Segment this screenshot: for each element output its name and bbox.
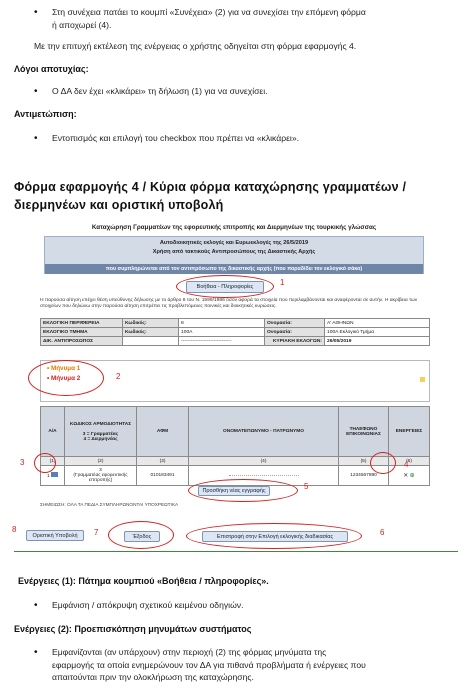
help-text: Η παρούσα αίτηση επέχει θέση υπεύθυνης δήλωσης με το άρθρο 8 του Ν. 1599/1986 όσον αφορά τα στοιχεία που περιλαμβάνονται και αναφέρονται σε αυτήν. Η ακρίβεια των στοιχείων που δηλώνω στην παρούσα αίτηση επιτρέπει τις προβλεπόμενες ποινικές και διοικητικές κυρώσεις. (40, 298, 418, 310)
callout-1: 1 (280, 278, 285, 287)
delete-icon[interactable]: ✕ (403, 473, 409, 479)
intro-bullet-line2: ή αποχωρεί (4). (52, 19, 112, 30)
callout-circle-5 (188, 479, 298, 502)
column-number: (1) (41, 457, 65, 466)
role-cell: 3 (Γραμματέας εφορευτικής επιτροπής) (65, 466, 137, 486)
screenshot-divider (14, 551, 458, 552)
message-1-text: Μήνυμα 1 (50, 365, 81, 372)
message-2-text: Μήνυμα 2 (50, 375, 81, 382)
callout-7: 7 (94, 528, 99, 537)
info-cell: ΕΚΛΟΓΙΚΟ ΤΜΗΜΑ (41, 328, 123, 337)
callout-8: 8 (12, 525, 17, 534)
info-cell: Ονομασία: (265, 319, 325, 328)
callout-circle-3 (34, 453, 56, 473)
message-1: • Μήνυμα 1 (47, 365, 81, 372)
bullet-icon: • (34, 7, 38, 18)
actions2-bullet-line: Εμφανίζονται (αν υπάρχουν) στην περιοχή (2) της φόρμας μηνύματα της (52, 647, 327, 657)
form-header: Καταχώρηση Γραμματέων της εφορευτικής επιτροπής και Διερμηνέων της τουρκικής γλώσσας (91, 224, 377, 231)
afm-cell: 010183491 (137, 466, 189, 486)
column-number: (5) (339, 457, 389, 466)
section-title-line1: Φόρμα εφαρμογής 4 / Κύρια φόρμα καταχώρησης γραμματέων / (14, 180, 407, 194)
exit-button[interactable]: Έξοδος (124, 531, 160, 542)
failure-heading: Λόγοι αποτυχίας: (14, 64, 89, 74)
info-cell: ------------------------------- (179, 337, 265, 346)
info-cell: 100Α Εκλογικό Τμήμα (325, 328, 430, 337)
callout-circle-4 (370, 452, 396, 474)
name-redacted (229, 475, 299, 476)
column-number: (6) (389, 457, 430, 466)
bullet-icon: • (34, 600, 38, 611)
actions-cell (389, 466, 430, 486)
section-title-line2: διερμηνέων και οριστική υποβολή (14, 198, 224, 212)
info-cell: 8 (179, 319, 265, 328)
message-2: • Μήνυμα 2 (47, 375, 81, 382)
column-header: ΤΗΛΕΦΩΝΟ ΕΠΙΚΟΙΝΩΝΙΑΣ (339, 407, 389, 457)
add-entry-button[interactable]: Προσθήκη νέας εγγραφής (198, 486, 270, 496)
column-header: ΚΩΔΙΚΟΣ ΑΡΜΟΔΙΟΤΗΤΑΣ 3 = Γραμματέας 4 = Διερμηνέας (65, 407, 137, 457)
info-cell: Α' ΑΘΗΝΩΝ (325, 319, 430, 328)
callout-2: 2 (116, 372, 121, 381)
callout-6: 6 (380, 528, 385, 537)
mandatory-note: ΣΗΜΕΙΩΣΗ: ΟΛΑ ΤΑ ΠΕΔΙΑ ΣΥΜΠΛΗΡΩΝΟΝΤΑΙ ΥΠΟΧΡΕΩΤΙΚΑ (40, 502, 179, 507)
form4-screenshot (8, 220, 460, 550)
return-button[interactable]: Επιστροφή στην Επιλογή εκλογικής διαδικασίας (202, 531, 348, 542)
entries-table (40, 406, 430, 486)
election-banner (44, 236, 424, 274)
remedy-bullet-text: Εντοπισμός και επιλογή του checkbox που πρέπει να «κλικάρει». (52, 133, 300, 143)
intro-bullet-line1: Στη συνέχεια πατάει το κουμπί «Συνέχεια» (2) για να συνεχίσει την επόμενη φόρμα (52, 7, 366, 17)
actions2-bullet-line: απαιτούνται πριν την ολοκλήρωση της καταχώρησης. (52, 672, 254, 682)
info-cell: 100Α (179, 328, 265, 337)
row-number-text: 1 (46, 474, 50, 479)
column-header: ΑΦΜ (137, 407, 189, 457)
actions1-bullet (34, 599, 243, 612)
info-cell: ΚΥΡΙΑΚΗ ΕΚΛΟΓΩΝ: (265, 337, 325, 346)
column-number: (3) (137, 457, 189, 466)
info-cell: Ονομασία: (265, 328, 325, 337)
info-row (41, 328, 430, 337)
info-cell: 26/05/2019 (325, 337, 430, 346)
edit-row-icon[interactable] (51, 472, 58, 477)
info-row (41, 319, 430, 328)
actions2-bullet (34, 646, 452, 684)
column-header: Α/Α (41, 407, 65, 457)
callout-3: 3 (20, 458, 25, 467)
callout-4: 4 (404, 460, 409, 469)
callout-5: 5 (304, 482, 309, 491)
section-title (14, 178, 406, 214)
info-cell: Κωδικός: (123, 319, 179, 328)
banner-line1: Αυτοδιοικητικές εκλογές και Ευρωεκλογές της 26/5/2019 (159, 240, 309, 246)
column-number: (4) (189, 457, 339, 466)
remedy-bullet (34, 132, 299, 145)
help-button[interactable]: Βοήθεια - Πληροφορίες (186, 281, 264, 293)
info-table (40, 318, 430, 346)
success-paragraph: Με την επιτυχή εκτέλεση της ενέργειας ο χρήστης οδηγείται στη φόρμα εφαρμογής 4. (34, 41, 357, 51)
bullet-icon: • (34, 133, 38, 144)
info-cell: ΔΙΚ. ΑΝΤΙΠΡΟΣΩΠΟΣ (41, 337, 123, 346)
callout-circle-1 (176, 275, 274, 298)
bullet-icon: • (34, 86, 38, 97)
actions2-bullet-line: εφαρμογής τα οποία ενημερώνουν τον ΔΑ για πιθανά προβλήματα ή ενέργειες που (52, 659, 366, 670)
banner-line2: Χρήση από τακτικούς Αντιπροσώπους της Δικαστικής Αρχής (152, 249, 316, 255)
info-cell: ΕΚΛΟΓΙΚΗ ΠΕΡΙΦΕΡΕΙΑ (41, 319, 123, 328)
info-cell (123, 337, 179, 346)
intro-bullet (34, 6, 366, 31)
remedy-heading: Αντιμετώπιση: (14, 109, 77, 119)
failure-bullet-text: Ο ΔΑ δεν έχει «κλικάρει» τη δήλωση (1) για να συνεχίσει. (52, 86, 268, 96)
column-header: ΟΝΟΜΑΤΕΠΩΝΥΜΟ - ΠΑΤΡΩΝΥΜΟ (189, 407, 339, 457)
view-icon[interactable]: ⊕ (409, 473, 415, 479)
final-submit-button[interactable]: Οριστική Υποβολή (26, 530, 84, 541)
banner-strip: που συμπληρώνεται από τον αντιπρόσωπο της δικαστικής αρχής (που παραδίδει τον εκλογικό σάκο) (45, 264, 423, 274)
callout-circle-2 (28, 360, 104, 396)
actions2-heading: Ενέργειες (2): Προεπισκόπηση μηνυμάτων συστήματος (14, 624, 252, 634)
actions1-bullet-text: Εμφάνιση / απόκρυψη σχετικού κειμένου οδηγιών. (52, 600, 244, 610)
column-header: ΕΝΕΡΓΕΙΕΣ (389, 407, 430, 457)
phone-cell: 1234567890 (339, 466, 389, 486)
info-cell: Κωδικός: (123, 328, 179, 337)
failure-bullet (34, 85, 268, 98)
table-header-row (41, 407, 430, 457)
bullet-icon: • (34, 647, 38, 658)
warning-icon (420, 377, 425, 382)
info-row (41, 337, 430, 346)
column-number: (2) (65, 457, 137, 466)
actions1-heading: Ενέργειες (1): Πάτημα κουμπιού «Βοήθεια / πληροφορίες». (18, 576, 269, 586)
